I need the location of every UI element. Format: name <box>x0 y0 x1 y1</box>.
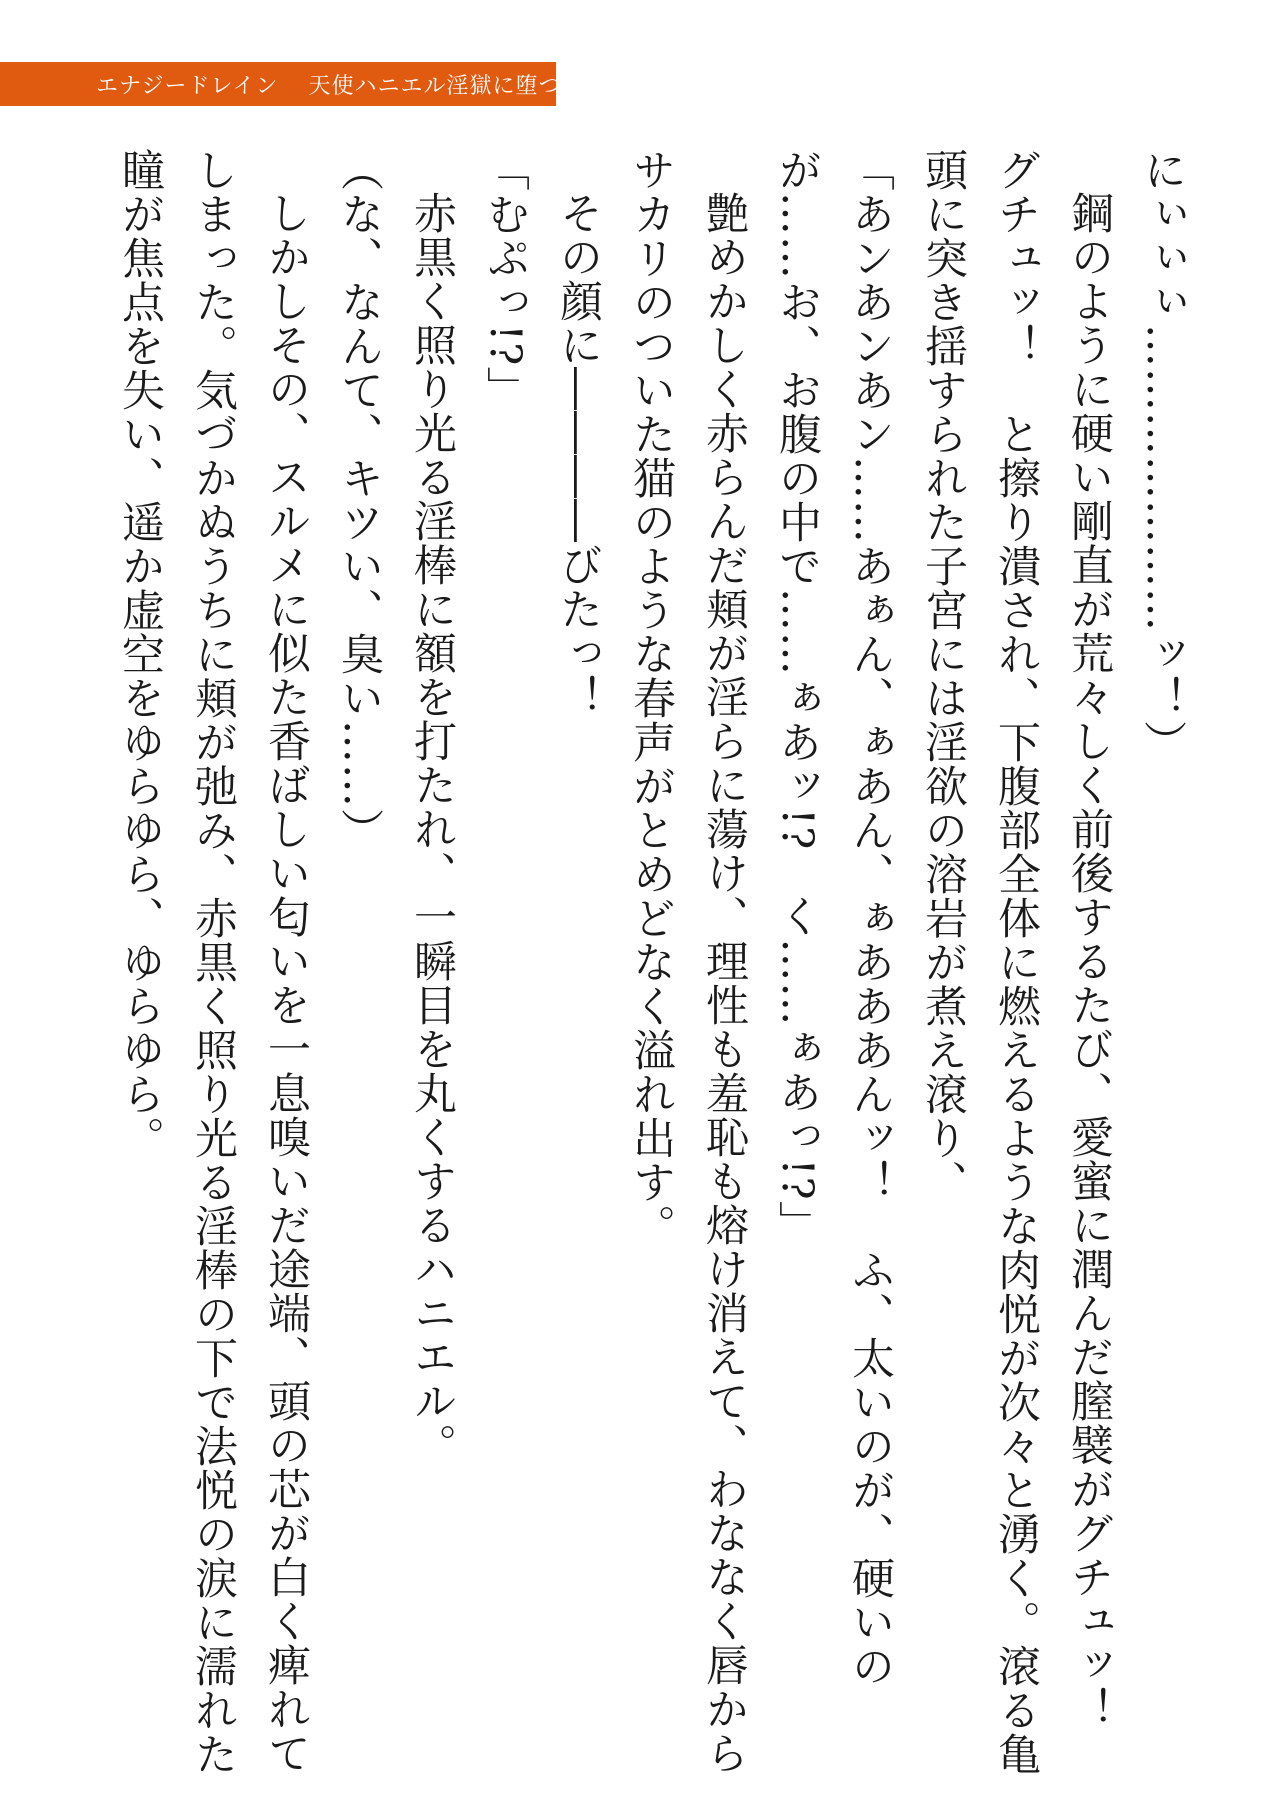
series-title: エナジードレイン <box>96 73 279 99</box>
running-header-text <box>96 69 561 100</box>
paragraph: 艶めかしく赤らんだ頬が淫らに蕩け、理性も羞恥も熔け消えて、わななく唇からサカリのついた猫のような春声がとめどなく溢れ出す。 <box>626 148 749 1775</box>
paragraph: 赤黒く照り光る淫棒に額を打たれ、一瞬目を丸くするハニエル。 <box>407 191 457 1467</box>
paragraph: にぃぃぃ…………………ッ！） <box>1137 148 1187 764</box>
vertical-body-text <box>108 148 1198 1788</box>
running-header <box>0 62 562 106</box>
paragraph: その顔に――――びたっ！ <box>553 191 603 719</box>
paragraph: しかしその、スルメに似た香ばしい匂いを一息嗅いだ途端、頭の芯が白く痺れてしまった。気づかぬうちに頬が弛み、赤黒く照り光る淫棒の下で法悦の涙に濡れた瞳が焦点を失い、遥か虚空をゆらゆら、ゆらゆら。 <box>115 148 311 1776</box>
book-title: 天使ハニエル淫獄に堕つ <box>308 73 562 99</box>
paragraph: 「あンあンあン……あぁん、ぁあん、ぁあああんッ！ ふ、太いのが、硬いのが……お、お腹の中で……ぁあッ!? く……ぁあっ!?」 <box>772 148 895 1688</box>
paragraph: （な、なんて、キツい、臭い……） <box>334 148 384 852</box>
paragraph: 鋼のように硬い剛直が荒々しく前後するたび、愛蜜に潤んだ膣襞がグチュッ！ グチュッ！ と擦り潰され、下腹部全体に燃えるような肉悦が次々と湧く。滾る亀頭に突き揺すられた子宮には淫欲の溶岩が煮え滾り、 <box>918 148 1114 1776</box>
paragraph: 「むぷっ!?」 <box>480 148 530 411</box>
